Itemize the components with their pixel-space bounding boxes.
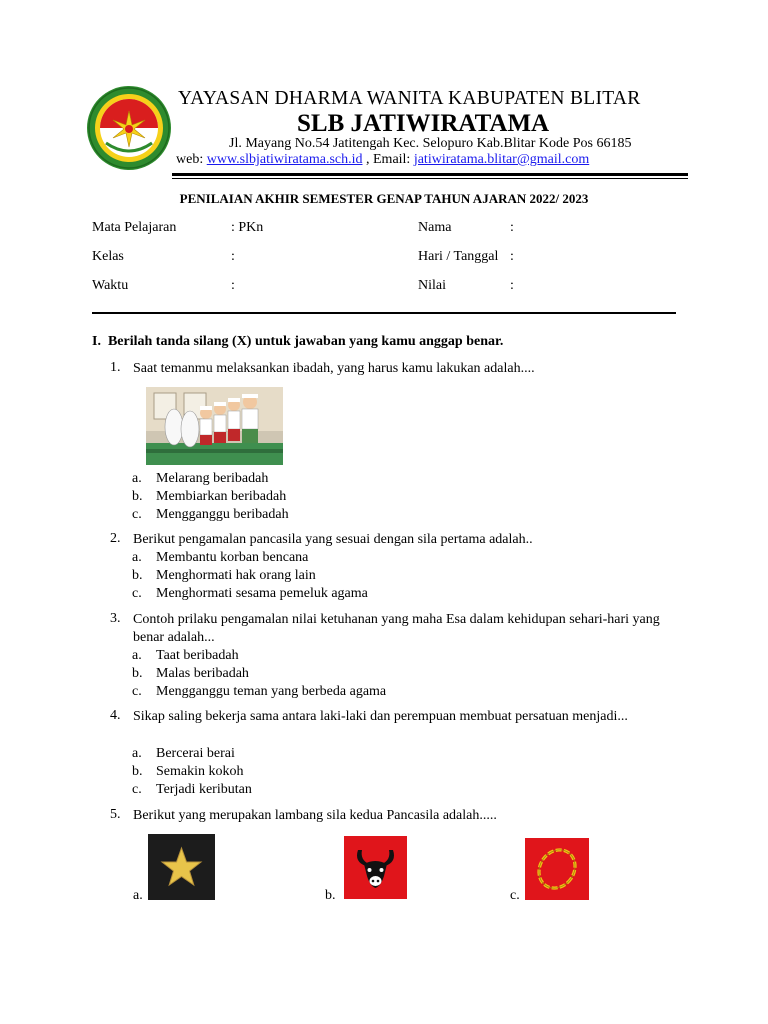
question-number: 5. [110, 807, 121, 822]
question-number: 3. [110, 611, 121, 626]
option-text: Menghormati hak orang lain [156, 568, 316, 583]
question-number: 2. [110, 531, 121, 546]
school-logo [86, 85, 172, 171]
question-text: Sikap saling bekerja sama antara laki-laki dan perempuan membuat persatuan menjadi... [133, 709, 628, 724]
info-separator [92, 312, 676, 314]
web-label: web: [176, 152, 207, 167]
option-letter: b. [132, 666, 143, 681]
option-text: Melarang beribadah [156, 471, 269, 486]
time-value: : [231, 278, 235, 293]
option-text: Membiarkan beribadah [156, 489, 287, 504]
contact-line [176, 152, 589, 168]
score-label: Nilai [418, 278, 446, 293]
option-5a-letter[interactable]: a. [133, 888, 143, 903]
option-letter: a. [132, 550, 142, 565]
chain-icon[interactable] [525, 838, 589, 900]
score-value: : [510, 278, 514, 293]
email-link[interactable]: jatiwiratama.blitar@gmail.com [413, 152, 590, 167]
website-link[interactable]: www.slbjatiwiratama.sch.id [206, 152, 363, 167]
section-title [92, 334, 503, 350]
name-label: Nama [418, 220, 452, 235]
option-5c-letter[interactable]: c. [510, 888, 520, 903]
school-address: Jl. Mayang No.54 Jatitengah Kec. Selopuro Kab.Blitar Kode Pos 66185 [229, 136, 632, 151]
class-label: Kelas [92, 249, 124, 264]
question-text: Contoh prilaku pengamalan nilai ketuhanan yang maha Esa dalam kehidupan sehari-hari yang benar adalah... [133, 612, 660, 645]
section-number: I. [92, 334, 101, 349]
date-label: Hari / Tanggal [418, 249, 499, 264]
date-value: : [510, 249, 514, 264]
option-letter: c. [132, 507, 142, 522]
option-letter: a. [132, 746, 142, 761]
option-letter: b. [132, 764, 143, 779]
option-text: Terjadi keributan [156, 782, 252, 797]
option-text: Mengganggu teman yang berbeda agama [156, 684, 387, 699]
question-number: 4. [110, 708, 121, 723]
option-letter: c. [132, 684, 142, 699]
question-text: Berikut yang merupakan lambang sila kedua Pancasila adalah..... [133, 808, 497, 823]
name-value: : [510, 220, 514, 235]
question-text: Berikut pengamalan pancasila yang sesuai dengan sila pertama adalah.. [133, 532, 533, 547]
option-text: Menghormati sesama pemeluk agama [156, 586, 368, 601]
exam-title: PENILAIAN AKHIR SEMESTER GENAP TAHUN AJARAN 2022/ 2023 [179, 191, 589, 206]
option-letter: c. [132, 586, 142, 601]
option-text: Mengganggu beribadah [156, 507, 289, 522]
subject-value: : PKn [231, 220, 264, 235]
option-letter: a. [132, 648, 142, 663]
header-rule-thin [172, 178, 688, 179]
section-instruction: Berilah tanda silang (X) untuk jawaban yang kamu anggap benar. [107, 334, 504, 349]
option-text: Semakin kokoh [156, 764, 244, 779]
option-letter: c. [132, 782, 142, 797]
option-letter: b. [132, 568, 143, 583]
question-number: 1. [110, 360, 121, 375]
option-text: Membantu korban bencana [156, 550, 309, 565]
subject-label: Mata Pelajaran [92, 220, 177, 235]
star-icon[interactable] [148, 834, 215, 900]
foundation-name: YAYASAN DHARMA WANITA KABUPATEN BLITAR [178, 88, 641, 109]
option-letter: b. [132, 489, 143, 504]
option-text: Bercerai berai [156, 746, 235, 761]
bull-head-icon[interactable] [344, 836, 407, 899]
option-letter: a. [132, 471, 142, 486]
praying-children-illustration [146, 387, 283, 465]
school-name: SLB JATIWIRATAMA [297, 110, 550, 137]
class-value: : [231, 249, 235, 264]
email-label: , Email: [362, 152, 414, 167]
option-text: Taat beribadah [156, 648, 239, 663]
header-rule-thick [172, 173, 688, 176]
option-text: Malas beribadah [156, 666, 249, 681]
option-5b-letter[interactable]: b. [325, 888, 336, 903]
question-text: Saat temanmu melaksankan ibadah, yang harus kamu lakukan adalah.... [133, 361, 535, 376]
time-label: Waktu [92, 278, 129, 293]
